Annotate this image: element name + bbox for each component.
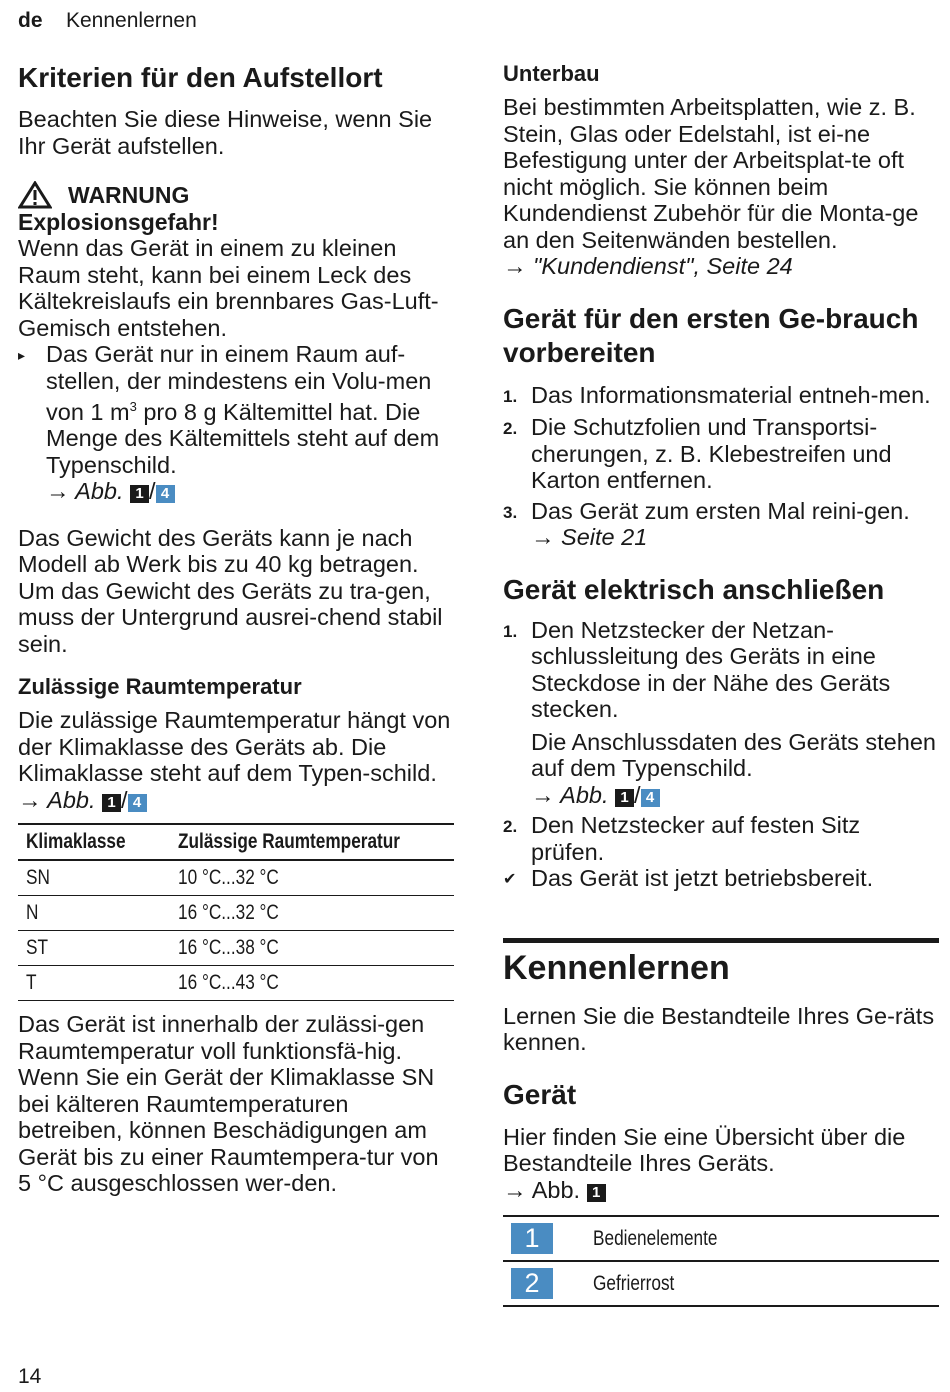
table-row bbox=[18, 966, 454, 1001]
seite-reference: → Seite 21 bbox=[531, 524, 648, 550]
bullet-text: Das Gerät nur in einem Raum auf-stellen, der mindestens ein Volu-men von 1 $m^3$ pro 8 g Kältemittel hat. Die Menge des Kältemittels steht auf dem Typenschild. → Abb. 1 / 4 bbox=[46, 341, 440, 505]
left-column bbox=[18, 58, 454, 1197]
heading-vorbereiten: Gerät für den ersten Ge-brauch vorbereiten bbox=[503, 302, 919, 368]
warning-title: Explosionsgefahr! bbox=[18, 209, 219, 235]
result-item: ✔ Das Gerät ist jetzt betriebsbereit. bbox=[503, 865, 939, 894]
parts-table bbox=[503, 1215, 939, 1307]
page-number: 14 bbox=[18, 1365, 42, 1388]
warning-bullet bbox=[18, 341, 454, 505]
warning-triangle-icon bbox=[18, 181, 52, 209]
heading-elektrisch: Gerät elektrisch anschließen bbox=[503, 573, 885, 605]
table-cell: 16 °C...43 °C bbox=[170, 966, 454, 1001]
table-row bbox=[18, 931, 454, 966]
raumtemp-paragraph: Die zulässige Raumtemperatur hängt von der Klimaklasse des Geräts ab. Die Klimaklasse steht auf dem Typen-schild. → Abb. 1 / 4 bbox=[18, 707, 451, 813]
list-item: 1. Das Informationsmaterial entneh-men. bbox=[503, 381, 931, 408]
kundendienst-reference: → "Kundendienst", Seite 24 bbox=[503, 253, 793, 279]
geraet-paragraph: Hier finden Sie eine Übersicht über die Bestandteile Ihres Geräts. bbox=[503, 1123, 906, 1176]
part-label-cell: Gefrierrost bbox=[565, 1261, 939, 1306]
table-cell: ST bbox=[18, 931, 170, 966]
climate-class-table bbox=[18, 823, 454, 1001]
figure-box-1: 1 bbox=[615, 789, 634, 807]
prep-steps-list bbox=[503, 382, 939, 551]
table-header-raumtemperatur: Zulässige Raumtemperatur bbox=[170, 824, 454, 860]
table-row bbox=[503, 1216, 939, 1261]
warning-header bbox=[18, 181, 454, 209]
unterbau-paragraph: Bei bestimmten Arbeitsplatten, wie z. B. Stein, Glas oder Edelstahl, ist ei-ne Befestigung unter der Arbeitsplat-te oft nicht möglich. Sie können beim Kundendienst Zubehör für die Monta-ge an den Seitenwänden bestellen. bbox=[503, 94, 919, 253]
function-paragraph: Das Gerät ist innerhalb der zulässi-gen Raumtemperatur voll funktionsfä-hig. bbox=[18, 1011, 425, 1064]
intro-paragraph: Beachten Sie diese Hinweise, wenn Sie Ihr Gerät aufstellen. bbox=[18, 106, 433, 159]
part-label-cell: Bedienelemente bbox=[565, 1216, 939, 1261]
right-column bbox=[503, 58, 939, 1307]
table-cell: SN bbox=[18, 860, 170, 896]
table-row bbox=[18, 860, 454, 896]
figure-reference-3: → Abb. 1 / 4 bbox=[531, 782, 939, 809]
figure-box-1: 1 bbox=[102, 794, 121, 812]
warning-text: Wenn das Gerät in einem zu kleinen Raum steht, kann bei einem Leck des Kältekreislaufs ein brennbares Gas-Luft-Gemisch entstehen. bbox=[18, 235, 439, 341]
part-number-cell: 1 bbox=[503, 1216, 565, 1261]
list-item: 3. Das Gerät zum ersten Mal reini-gen. → Seite 21 bbox=[503, 497, 910, 550]
ground-paragraph: Um das Gewicht des Geräts zu tra-gen, muss der Untergrund ausrei-chend stabil sein. bbox=[18, 577, 443, 657]
list-item: 2. Die Schutzfolien und Transportsi-cherungen, z. B. Klebestreifen und Karton entfernen. bbox=[503, 414, 892, 493]
triangle-bullet-icon: ▸ bbox=[18, 347, 26, 363]
table-header-klimaklasse: Klimaklasse bbox=[18, 824, 170, 860]
checkmark-icon: ✔ bbox=[503, 871, 517, 888]
heading-kennenlernen: Kennenlernen bbox=[503, 948, 730, 987]
electric-steps-list bbox=[503, 617, 939, 894]
table-cell: 10 °C...32 °C bbox=[170, 860, 454, 896]
sn-paragraph: Wenn Sie ein Gerät der Klimaklasse SN bei kälteren Raumtemperaturen betreiben, können Beschädigungen am Gerät bis zu einer Raumtempera-tur von 5 °C ausgeschlossen wer-den. bbox=[18, 1064, 439, 1197]
heading-aufstellort: Kriterien für den Aufstellort bbox=[18, 62, 383, 93]
table-row bbox=[503, 1261, 939, 1306]
section-divider bbox=[503, 938, 939, 943]
table-cell: T bbox=[18, 966, 170, 1001]
heading-geraet: Gerät bbox=[503, 1078, 577, 1110]
heading-raumtemperatur: Zulässige Raumtemperatur bbox=[18, 674, 302, 700]
list-item: 1. Den Netzstecker der Netzan-schlussleitung des Geräts in eine Steckdose in der Nähe des Geräts stecken. Die Anschlussdaten des Geräts stehen auf dem Typenschild. → Abb. 1 / 4 bbox=[503, 617, 939, 809]
table-header-row bbox=[18, 824, 454, 860]
warning-label: WARNUNG bbox=[68, 181, 190, 208]
figure-box-4: 4 bbox=[128, 794, 147, 812]
figure-reference: → Abb. 1 / 4 bbox=[46, 478, 175, 504]
figure-box-1: 1 bbox=[130, 485, 149, 503]
figure-reference-2: → Abb. 1 / 4 bbox=[18, 787, 147, 813]
table-row bbox=[18, 896, 454, 931]
part-number-cell: 2 bbox=[503, 1261, 565, 1306]
figure-box-4: 4 bbox=[641, 789, 660, 807]
table-cell: 16 °C...38 °C bbox=[170, 931, 454, 966]
kennenlernen-paragraph: Lernen Sie die Bestandteile Ihres Ge-räts kennen. bbox=[503, 1002, 935, 1055]
table-cell: N bbox=[18, 896, 170, 931]
header-lang: de bbox=[18, 9, 43, 32]
figure-reference-4: → Abb. 1 bbox=[503, 1177, 939, 1204]
list-item: 2. Den Netzstecker auf festen Sitz prüfen. bbox=[503, 812, 861, 865]
figure-box-4: 4 bbox=[156, 485, 175, 503]
table-cell: 16 °C...32 °C bbox=[170, 896, 454, 931]
weight-paragraph: Das Gewicht des Geräts kann je nach Modell ab Werk bis zu 40 kg betragen. bbox=[18, 524, 419, 578]
figure-box-1: 1 bbox=[587, 1184, 606, 1202]
running-title: Kennenlernen bbox=[66, 9, 197, 32]
heading-unterbau: Unterbau bbox=[503, 61, 600, 86]
